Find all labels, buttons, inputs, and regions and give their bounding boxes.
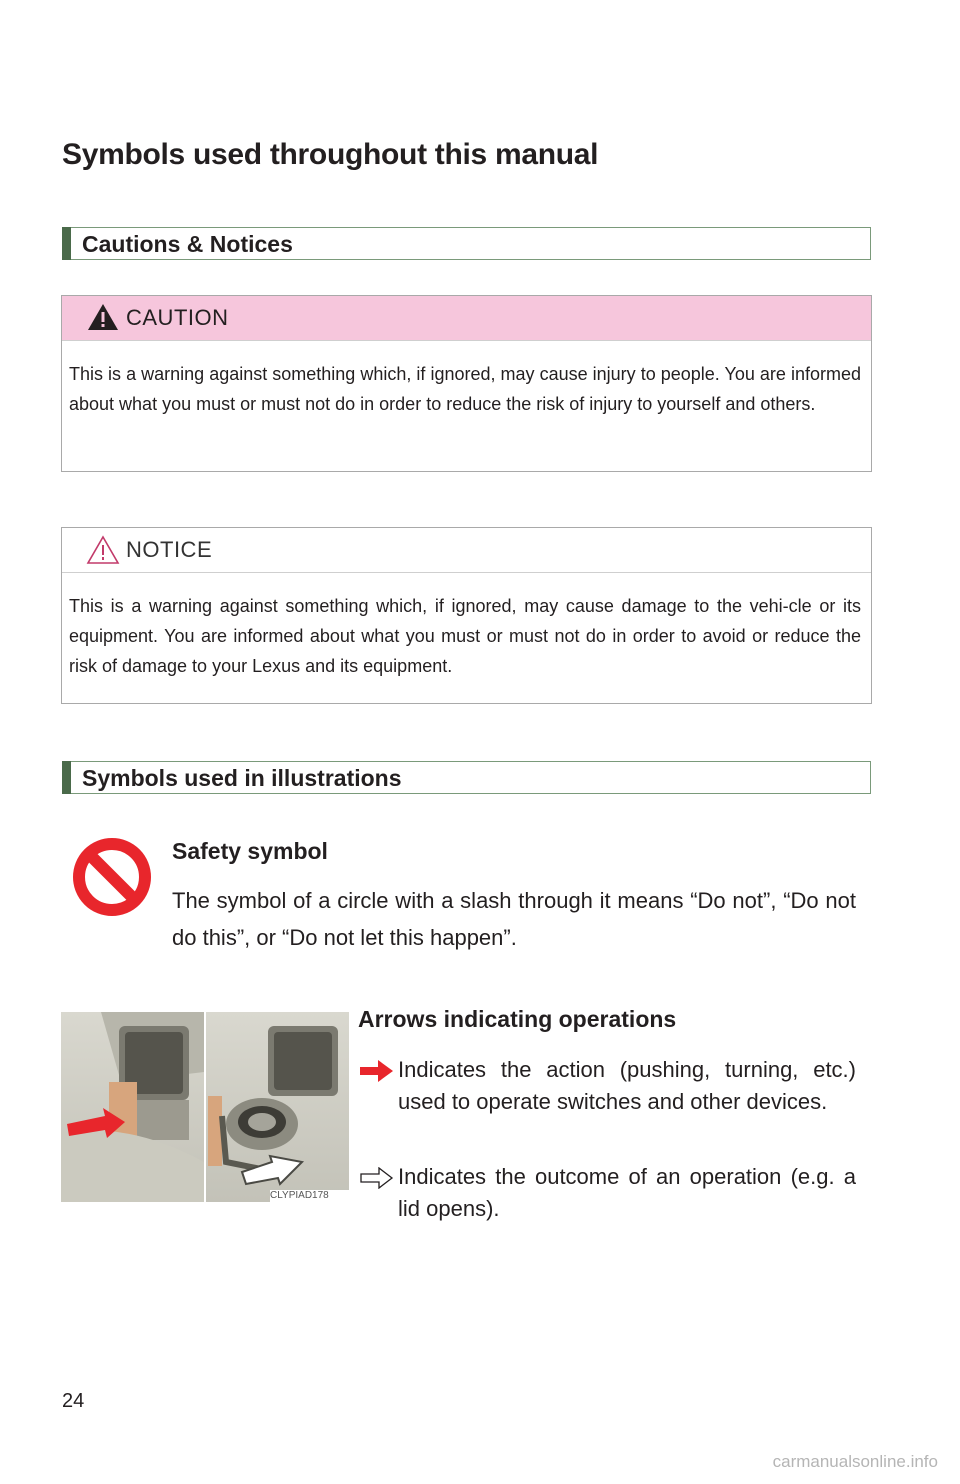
caution-header <box>62 296 871 341</box>
illustration-photo-right <box>206 1012 349 1202</box>
warning-triangle-outline-icon <box>86 534 120 566</box>
notice-box <box>61 527 872 704</box>
section-header-label: Cautions & Notices <box>82 231 293 257</box>
section-bar <box>62 761 71 794</box>
notice-text: This is a warning against something which, if ignored, may cause damage to the vehi-cle or its equipment. You are informed about what you must or must not do in order to avoid or reduce the risk of damage to your Lexus and its equipment. <box>69 596 861 676</box>
watermark: carmanualsonline.info <box>772 1452 938 1471</box>
section-bar <box>62 227 71 260</box>
safety-symbol-text: The symbol of a circle with a slash through it means “Do not”, “Do not do this”, or “Do not let this happen”. <box>172 888 856 950</box>
section-header-illustrations <box>62 761 871 794</box>
red-filled-arrow-icon <box>360 1060 394 1082</box>
outline-arrow-icon <box>360 1167 394 1189</box>
caution-box <box>61 295 872 472</box>
arrows-title: Arrows indicating operations <box>358 1006 677 1032</box>
notice-header <box>62 528 871 573</box>
arrow-legend-item <box>360 1054 856 1118</box>
notice-title: NOTICE <box>126 537 213 562</box>
section-header-label: Symbols used in illustrations <box>82 765 402 791</box>
illustration-photo-left <box>61 1012 204 1202</box>
safety-symbol-title: Safety symbol <box>172 838 328 864</box>
section-header-cautions <box>62 227 871 260</box>
prohibition-icon <box>72 837 152 917</box>
page-number: 24 <box>62 1390 85 1412</box>
caution-title: CAUTION <box>126 305 229 330</box>
caution-text: This is a warning against something which, if ignored, may cause injury to people. You are informed about what you must or must not do in order to reduce the risk of injury to yourself and others. <box>69 364 861 414</box>
warning-triangle-icon <box>86 302 120 332</box>
page-title: Symbols used throughout this manual <box>62 138 599 171</box>
arrow-legend-item <box>360 1161 856 1225</box>
image-code: CLYPIAD178 <box>270 1190 329 1201</box>
arrow-legend-text: Indicates the outcome of an operation (e.g. a lid opens). <box>398 1164 856 1221</box>
arrow-legend-text: Indicates the action (pushing, turning, etc.) used to operate switches and other devices. <box>398 1057 856 1114</box>
